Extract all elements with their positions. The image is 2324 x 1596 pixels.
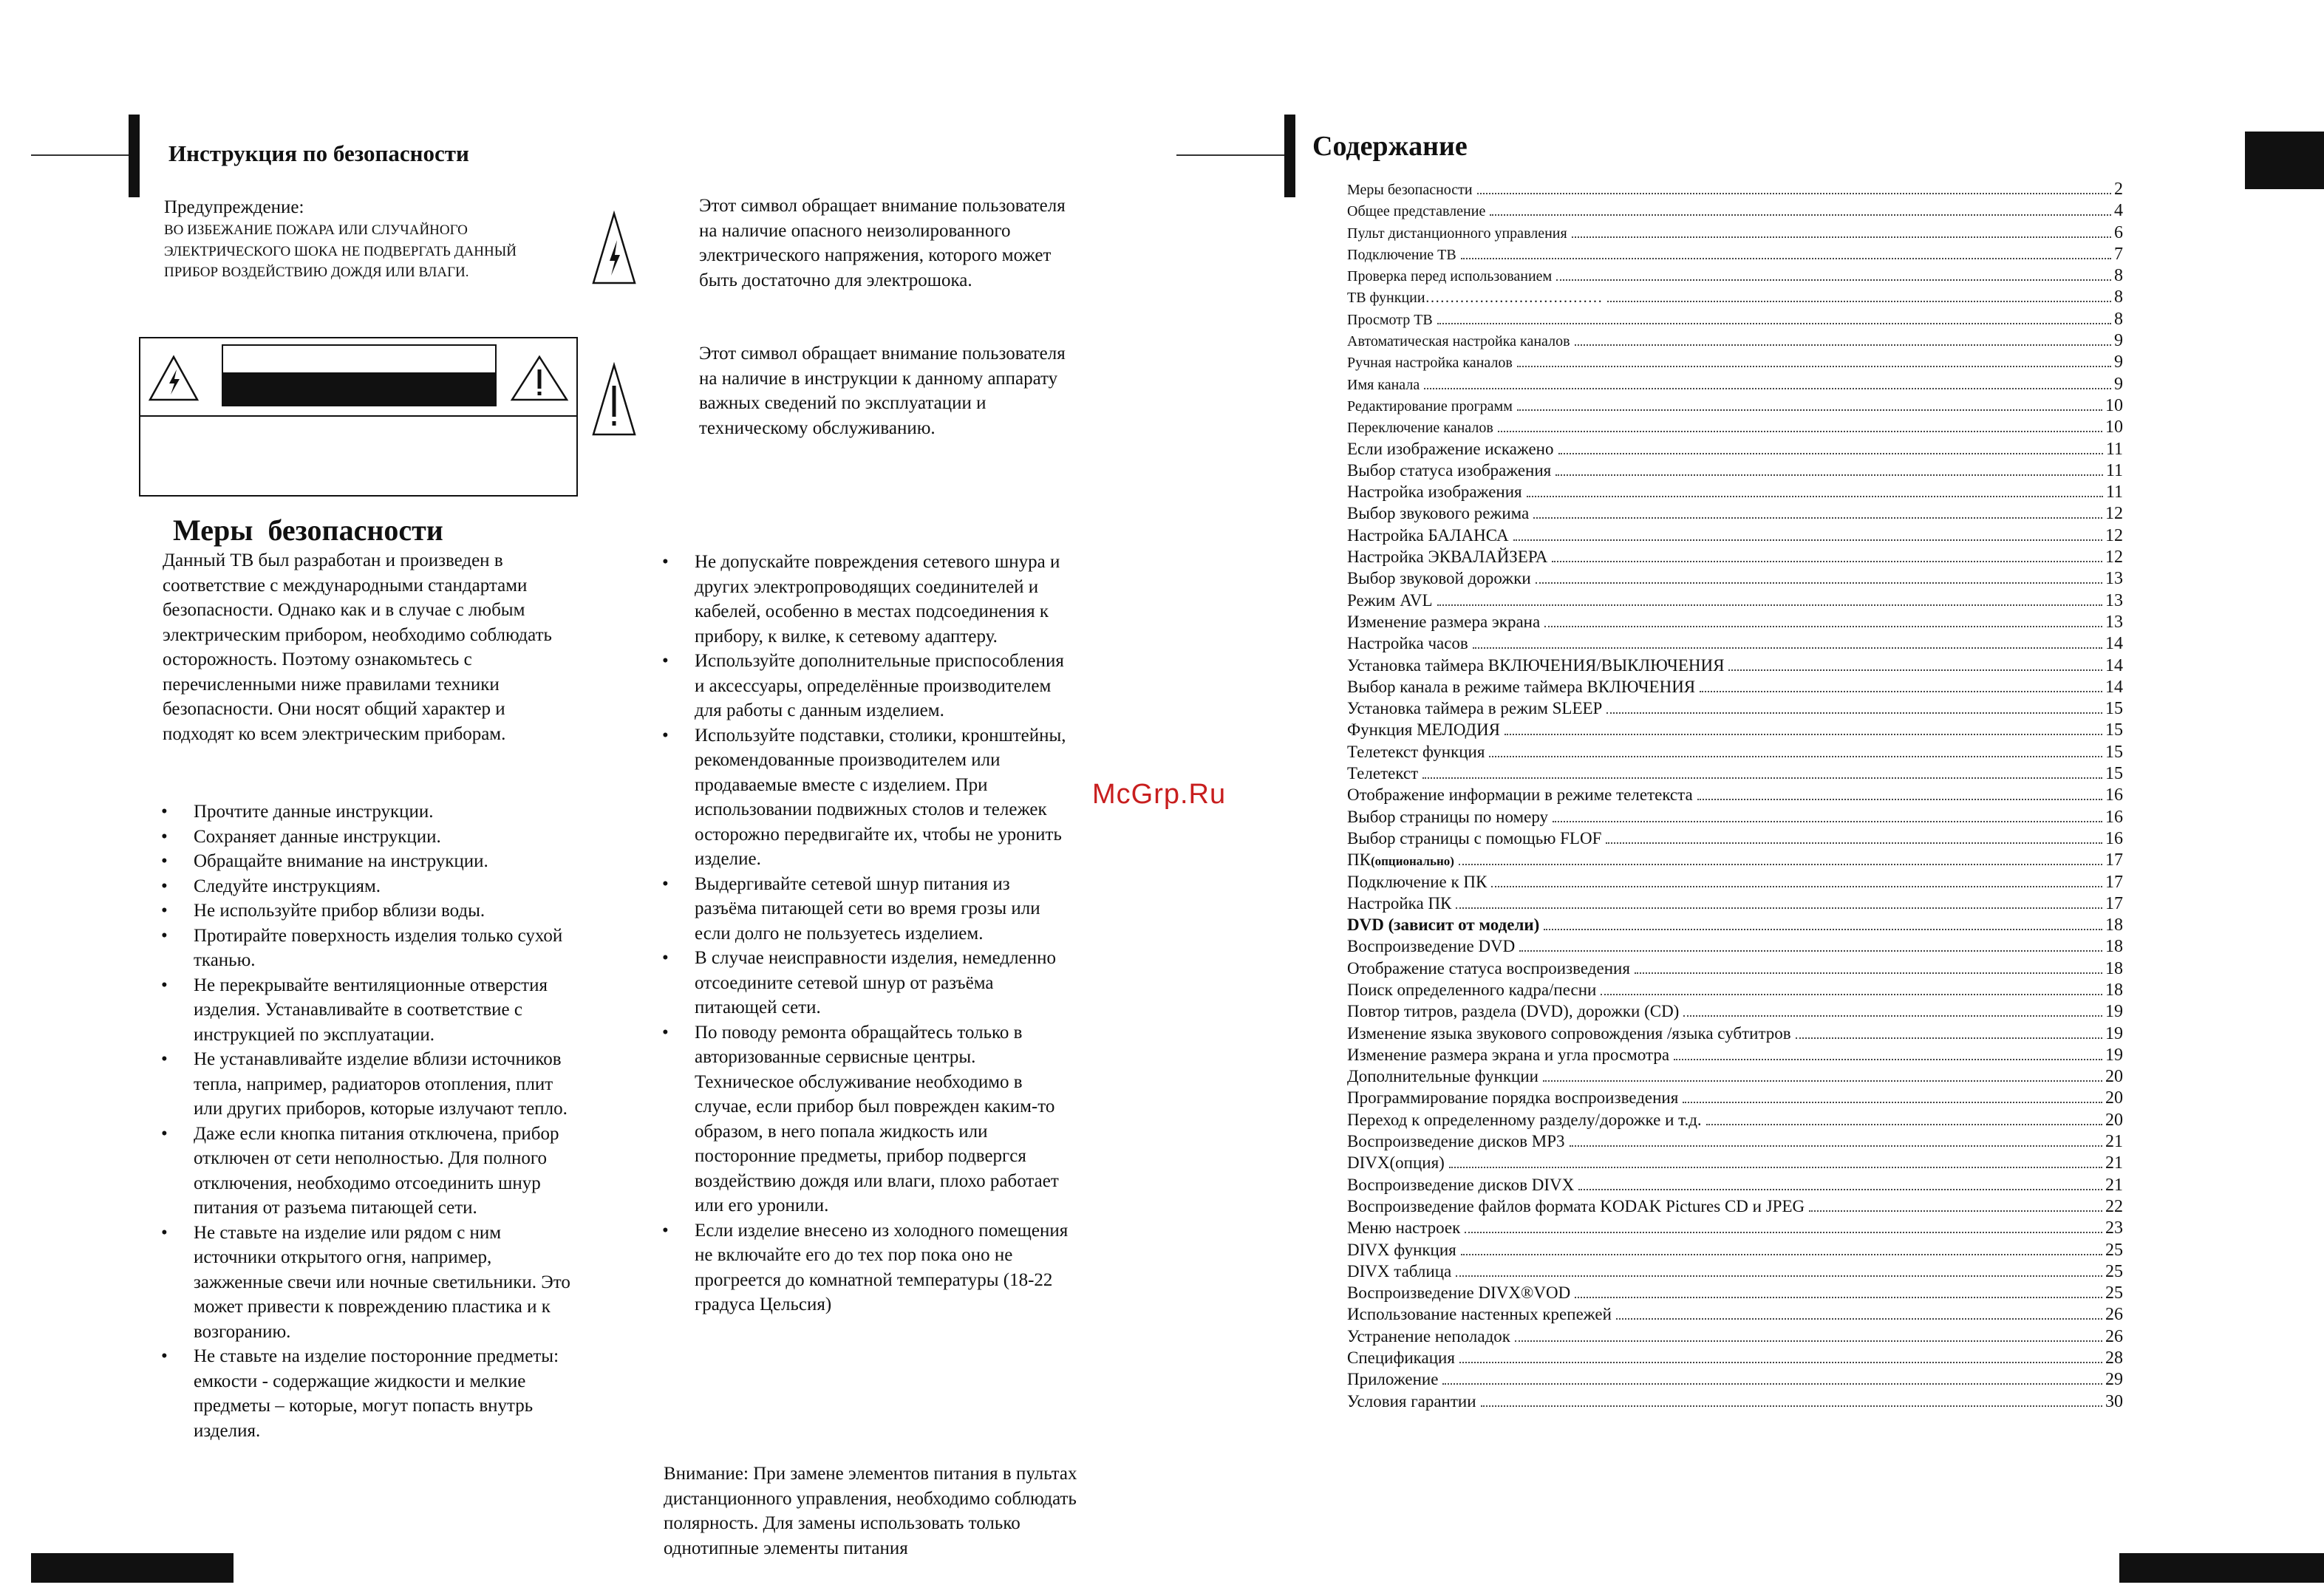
right-header-rule xyxy=(1176,154,1286,156)
toc-row xyxy=(1347,937,2123,958)
toc-title: Воспроизведение DIVX®VOD xyxy=(1347,1283,1571,1303)
toc-leader xyxy=(1481,1405,2102,1407)
toc-page-number: 17 xyxy=(2105,893,2123,913)
toc-page-number: 26 xyxy=(2105,1305,2123,1325)
toc-title: Установка таймера ВКЛЮЧЕНИЯ/ВЫКЛЮЧЕНИЯ xyxy=(1347,655,1725,675)
toc-page-number: 21 xyxy=(2105,1153,2123,1173)
toc-leader xyxy=(1437,604,2102,606)
toc-row xyxy=(1347,678,2123,699)
toc-page-number: 9 xyxy=(2114,374,2123,394)
toc-leader xyxy=(1697,799,2102,800)
toc-page-number: 9 xyxy=(2114,352,2123,372)
toc-row xyxy=(1347,1176,2123,1197)
toc-page-number: 25 xyxy=(2105,1240,2123,1260)
toc-leader xyxy=(1575,344,2111,346)
toc-page-number: 18 xyxy=(2105,937,2123,957)
toc-title: Устранение неполадок xyxy=(1347,1326,1510,1346)
info-symbol-description: Этот символ обращает внимание пользователя на наличие в инструкции к данному аппарату важных сведений по эксплуатации и техническому обслуживанию. xyxy=(699,344,1066,438)
toc-leader xyxy=(1578,1189,2102,1190)
left-footer-bar xyxy=(31,1553,234,1583)
toc-row xyxy=(1347,873,2123,894)
toc-row xyxy=(1347,440,2123,461)
toc-page-number: 25 xyxy=(2105,1261,2123,1281)
toc-title: Ручная настройка каналов xyxy=(1347,355,1513,372)
toc-title: Меню настроек xyxy=(1347,1218,1461,1238)
toc-leader xyxy=(1536,582,2102,584)
toc-leader xyxy=(1461,1254,2102,1255)
toc-title: Изменение размера экрана и угла просмотра xyxy=(1347,1045,1670,1064)
toc-row xyxy=(1347,591,2123,613)
lightning-warning-icon xyxy=(148,355,200,402)
watermark: McGrp.Ru xyxy=(1092,779,1227,810)
list-item: • Не ставьте на изделие посторонние предметы: емкости - содержащие жидкости и мелкие предметы – которые, могут попасть внутрь изделия. xyxy=(161,1344,579,1443)
toc-title: ТВ функции……………………………… xyxy=(1347,290,1603,307)
toc-leader xyxy=(1515,1340,2102,1342)
toc-title: Установка таймера в режим SLEEP xyxy=(1347,699,1603,718)
toc-leader xyxy=(1556,279,2111,281)
list-item: • Не используйте прибор вблизи воды. xyxy=(161,898,579,924)
toc-row xyxy=(1347,1153,2123,1175)
toc-row xyxy=(1347,482,2123,504)
voltage-symbol-description: Этот символ обращает внимание пользователя на наличие опасного неизолированного электрического напряжения, которого может быть достаточно для электрошока. xyxy=(699,196,1066,290)
toc-page-number: 15 xyxy=(2105,742,2123,762)
list-item: • Не устанавливайте изделие вблизи источников тепла, например, радиаторов отопления, плит или других приборов, которые излучают тепло. xyxy=(161,1047,579,1122)
toc-page-number: 30 xyxy=(2105,1391,2123,1411)
toc-page-number: 12 xyxy=(2105,504,2123,524)
toc-title: Настройка изображения xyxy=(1347,482,1522,502)
toc-title: Автоматическая настройка каналов xyxy=(1347,333,1570,350)
toc-leader xyxy=(1555,474,2103,476)
toc-leader xyxy=(1473,647,2102,649)
toc-title: Выбор звуковой дорожки xyxy=(1347,569,1531,588)
toc-leader xyxy=(1683,1102,2102,1103)
toc-page-number: 10 xyxy=(2105,395,2123,415)
toc-page-number: 20 xyxy=(2105,1067,2123,1087)
toc-page-number: 18 xyxy=(2105,915,2123,935)
toc-leader xyxy=(1635,972,2102,974)
toc-leader xyxy=(1517,366,2111,367)
toc-page-number: 11 xyxy=(2105,439,2123,459)
toc-title: Если изображение искажено xyxy=(1347,439,1554,458)
toc-title: Выбор канала в режиме таймера ВКЛЮЧЕНИЯ xyxy=(1347,677,1696,696)
toc-leader xyxy=(1437,323,2111,324)
toc-page-number: 21 xyxy=(2105,1175,2123,1195)
toc-leader xyxy=(1796,1037,2102,1039)
toc-title: Режим AVL xyxy=(1347,590,1433,610)
toc-title: Телетекст функция xyxy=(1347,742,1485,761)
toc-row xyxy=(1347,743,2123,764)
toc-title: DVD (зависит от модели) xyxy=(1347,915,1540,935)
toc-page-number: 12 xyxy=(2105,548,2123,567)
toc-leader xyxy=(1459,1362,2102,1363)
list-item: • Не перекрывайте вентиляционные отверстия изделия. Устанавливайте в соответствие с инструкцией по эксплуатации. xyxy=(161,973,579,1048)
toc-row xyxy=(1347,1218,2123,1240)
toc-row xyxy=(1347,1111,2123,1132)
toc-row xyxy=(1347,1370,2123,1391)
toc-row xyxy=(1347,1197,2123,1218)
toc-row xyxy=(1347,1327,2123,1348)
toc-title: Условия гарантии xyxy=(1347,1391,1476,1411)
toc-title: Выбор статуса изображения xyxy=(1347,460,1552,480)
toc-page-number: 6 xyxy=(2114,222,2123,242)
list-item: • По поводу ремонта обращайтесь только в авторизованные сервисные центры. Техническое обслуживание необходимо в случае, если прибор был поврежден каким-то образом, в него попала жидкость или посторонние предметы, прибор подвергся воздействию дождя или влаги, плохо работает или его уронили. xyxy=(662,1020,1076,1218)
toc-row xyxy=(1347,1262,2123,1283)
toc-leader xyxy=(1459,864,2102,865)
toc-title: Воспроизведение DVD xyxy=(1347,937,1516,956)
toc-page-number: 8 xyxy=(2114,287,2123,307)
toc-title: Пульт дистанционного управления xyxy=(1347,225,1567,242)
toc-row xyxy=(1347,180,2123,201)
toc-leader xyxy=(1461,258,2111,259)
toc-row xyxy=(1347,245,2123,266)
toc-leader xyxy=(1519,950,2102,952)
right-header-bar xyxy=(1284,115,1295,197)
list-item: • Не допускайте повреждения сетевого шнура и других электропроводящих соединителей и кабелей, особенно в местах подсоединения к прибору, к вилке, к сетевому адаптеру. xyxy=(662,550,1076,649)
toc-page-number: 13 xyxy=(2105,569,2123,589)
list-item: • Выдергивайте сетевой шнур питания из разъёма питающей сети во время грозы или если долго не пользуетесь изделием. xyxy=(662,872,1076,947)
toc-title: Спецификация xyxy=(1347,1348,1455,1368)
toc-title: Переключение каналов xyxy=(1347,420,1493,437)
toc-row xyxy=(1347,287,2123,309)
toc-page-number: 7 xyxy=(2114,244,2123,264)
toc-title: Поиск определенного кадра/песни xyxy=(1347,980,1597,999)
toc-leader xyxy=(1570,1145,2102,1147)
toc-row xyxy=(1347,720,2123,742)
toc-row xyxy=(1347,959,2123,981)
toc-row xyxy=(1347,1067,2123,1088)
toc-page-number: 15 xyxy=(2105,720,2123,740)
toc-title: Меры безопасности xyxy=(1347,182,1473,198)
toc-row xyxy=(1347,569,2123,590)
contents-title: Содержание xyxy=(1312,131,1468,162)
toc-page-number: 14 xyxy=(2105,634,2123,654)
toc-page-number: 13 xyxy=(2105,590,2123,610)
toc-page-number: 11 xyxy=(2105,482,2123,502)
toc-row xyxy=(1347,461,2123,482)
toc-page-number: 19 xyxy=(2105,1045,2123,1065)
toc-page-number: 8 xyxy=(2114,266,2123,286)
toc-row xyxy=(1347,764,2123,785)
toc-row xyxy=(1347,1305,2123,1326)
toc-leader xyxy=(1456,907,2102,909)
toc-leader xyxy=(1572,236,2111,238)
safety-instructions-title: Инструкция по безопасности xyxy=(168,140,469,166)
toc-row xyxy=(1347,1241,2123,1262)
toc-page-number: 16 xyxy=(2105,785,2123,805)
toc-row xyxy=(1347,375,2123,396)
toc-leader xyxy=(1456,1275,2102,1277)
toc-title: Повтор титров, раздела (DVD), дорожки (CD) xyxy=(1347,1002,1680,1021)
toc-title: Просмотр ТВ xyxy=(1347,311,1433,328)
toc-leader xyxy=(1606,842,2102,844)
toc-row xyxy=(1347,699,2123,720)
toc-row xyxy=(1347,634,2123,655)
toc-leader xyxy=(1424,388,2111,389)
toc-title: Воспроизведение дисков DIVX xyxy=(1347,1175,1575,1194)
toc-title: DIVX таблица xyxy=(1347,1261,1452,1280)
toc-leader xyxy=(1533,517,2102,519)
toc-page-number: 16 xyxy=(2105,828,2123,848)
toc-title: Отображение статуса воспроизведения xyxy=(1347,958,1630,978)
list-item: • Используйте дополнительные приспособления и аксессуары, определённые производителем для работы с данным изделием. xyxy=(662,649,1076,723)
toc-row xyxy=(1347,1283,2123,1305)
toc-leader xyxy=(1544,929,2102,930)
toc-row xyxy=(1347,1088,2123,1110)
caution-box-divider xyxy=(140,415,576,417)
toc-page-number: 20 xyxy=(2105,1088,2123,1108)
toc-title: Дополнительные функции xyxy=(1347,1067,1538,1086)
toc-page-number: 12 xyxy=(2105,525,2123,545)
left-header-rule xyxy=(31,154,129,156)
toc-title: Подключение к ПК xyxy=(1347,872,1488,891)
toc-page-number: 14 xyxy=(2105,677,2123,697)
toc-title: Настройка ПК xyxy=(1347,893,1452,913)
toc-leader xyxy=(1553,821,2102,822)
toc-title: Воспроизведение дисков MP3 xyxy=(1347,1132,1565,1151)
toc-leader xyxy=(1490,214,2111,216)
toc-title: Использование настенных крепежей xyxy=(1347,1305,1612,1324)
battery-note: Внимание: При замене элементов питания в пультах дистанционного управления, необходимо соблюдать полярность. Для замены использовать только однотипные элементы питания xyxy=(664,1464,1077,1558)
toc-row xyxy=(1347,266,2123,287)
toc-row xyxy=(1347,850,2123,872)
list-item: • Используйте подставки, столики, кронштейны, рекомендованные производителем или продаваемые вместе с изделием. При использовании подвижных столов и тележек осторожно передвигайте их, чтобы не уронить изделие. xyxy=(662,723,1076,872)
toc-page-number: 10 xyxy=(2105,417,2123,437)
toc-page-number: 25 xyxy=(2105,1283,2123,1303)
toc-leader xyxy=(1422,777,2102,779)
toc-page-number: 23 xyxy=(2105,1218,2123,1238)
toc-page-number: 16 xyxy=(2105,807,2123,827)
toc-page-number: 9 xyxy=(2114,331,2123,351)
caution-box xyxy=(139,337,578,497)
toc-title: Переход к определенному разделу/дорожке и т.д. xyxy=(1347,1110,1702,1129)
toc-row xyxy=(1347,526,2123,548)
left-header-bar xyxy=(129,115,140,197)
toc-title: Воспроизведение файлов формата KODAK Pictures CD и JPEG xyxy=(1347,1196,1805,1215)
table-of-contents xyxy=(1347,180,2123,1413)
toc-row xyxy=(1347,1046,2123,1067)
safety-intro-text: Данный ТВ был разработан и произведен в соответствие с международными стандартами безопасности. Однако как и в случае с любым электрическим прибором, необходимо соблюдать осторожность. Поэтому ознакомьтесь с перечисленными ниже правилами техники безопасности. Они носят общий характер и подходят ко всем электрическим приборам. xyxy=(163,550,552,744)
toc-leader xyxy=(1616,1318,2102,1320)
toc-row xyxy=(1347,331,2123,352)
toc-page-number: 20 xyxy=(2105,1110,2123,1130)
toc-page-number: 26 xyxy=(2105,1326,2123,1346)
toc-leader xyxy=(1552,561,2102,562)
list-item: • Даже если кнопка питания отключена, прибор отключен от сети неполностью. Для полного отключения, необходимо отсоединить шнур питания от разъема питающей сети. xyxy=(161,1122,579,1221)
toc-leader xyxy=(1607,301,2111,302)
toc-title: Отображение информации в режиме телетекста xyxy=(1347,785,1693,805)
list-item: • Обращайте внимание на инструкции. xyxy=(161,849,579,874)
toc-title: Изменение языка звукового сопровождения /языка субтитров xyxy=(1347,1023,1791,1043)
toc-row xyxy=(1347,808,2123,829)
exclamation-symbol-icon xyxy=(591,362,637,437)
toc-leader xyxy=(1674,1059,2102,1060)
toc-row xyxy=(1347,613,2123,634)
safety-bullets-column-2 xyxy=(662,550,1076,1317)
toc-leader xyxy=(1498,431,2102,432)
toc-title: Выбор звукового режима xyxy=(1347,504,1530,523)
toc-row xyxy=(1347,1024,2123,1046)
toc-leader xyxy=(1442,1383,2102,1385)
toc-row xyxy=(1347,417,2123,439)
toc-row xyxy=(1347,223,2123,245)
toc-title: Имя канала xyxy=(1347,376,1420,393)
toc-leader xyxy=(1606,712,2102,714)
toc-page-number: 14 xyxy=(2105,655,2123,675)
toc-row xyxy=(1347,1348,2123,1370)
toc-page-number: 13 xyxy=(2105,612,2123,632)
toc-row xyxy=(1347,1002,2123,1023)
toc-page-number: 15 xyxy=(2105,764,2123,784)
toc-title: Настройка часов xyxy=(1347,634,1468,653)
toc-leader xyxy=(1706,1124,2102,1125)
toc-page-number: 18 xyxy=(2105,980,2123,1000)
lightning-symbol-icon xyxy=(591,211,637,286)
toc-title: Изменение размера экрана xyxy=(1347,612,1541,631)
toc-leader xyxy=(1527,496,2103,497)
toc-leader xyxy=(1465,1232,2102,1233)
warning-label: Предупреждение: xyxy=(164,197,304,217)
right-footer-bar xyxy=(2119,1553,2324,1583)
list-item: • Если изделие внесено из холодного помещения не включайте его до тех пор пока оно не прогреется до комнатной температуры (18-22 градуса Цельсия) xyxy=(662,1218,1076,1317)
list-item: • Сохраняет данные инструкции. xyxy=(161,825,579,850)
toc-leader xyxy=(1683,1015,2102,1017)
toc-page-number: 4 xyxy=(2114,201,2123,221)
toc-leader xyxy=(1575,1297,2102,1298)
toc-title: Телетекст xyxy=(1347,764,1419,783)
warning-text: ВО ИЗБЕЖАНИЕ ПОЖАРА ИЛИ СЛУЧАЙНОГО ЭЛЕКТРИЧЕСКОГО ШОКА НЕ ПОДВЕРГАТЬ ДАННЫЙ ПРИБОР ВОЗДЕЙСТВИЮ ДОЖДЯ ИЛИ ВЛАГИ. xyxy=(164,222,517,280)
toc-leader xyxy=(1513,539,2102,541)
toc-page-number: 21 xyxy=(2105,1132,2123,1152)
toc-row xyxy=(1347,915,2123,937)
toc-page-number: 22 xyxy=(2105,1196,2123,1216)
toc-leader xyxy=(1517,409,2102,411)
toc-row xyxy=(1347,352,2123,374)
toc-leader xyxy=(1558,453,2103,454)
right-corner-tab xyxy=(2245,132,2324,189)
toc-leader xyxy=(1477,193,2111,194)
list-item: • Следуйте инструкциям. xyxy=(161,874,579,899)
toc-row xyxy=(1347,981,2123,1002)
caution-bar-top xyxy=(222,344,497,374)
list-item: • Прочтите данные инструкции. xyxy=(161,799,579,825)
toc-title: Программирование порядка воспроизведения xyxy=(1347,1088,1679,1108)
toc-page-number: 15 xyxy=(2105,699,2123,719)
toc-leader xyxy=(1505,734,2102,735)
toc-leader xyxy=(1491,886,2102,887)
toc-row xyxy=(1347,1132,2123,1153)
safety-bullets-column-1 xyxy=(161,799,579,1443)
toc-row xyxy=(1347,785,2123,807)
toc-row xyxy=(1347,396,2123,417)
toc-page-number: 2 xyxy=(2114,180,2123,199)
toc-leader xyxy=(1544,626,2102,627)
toc-leader xyxy=(1728,669,2102,671)
toc-leader xyxy=(1700,691,2102,692)
toc-page-number: 19 xyxy=(2105,1002,2123,1022)
toc-title: DIVX(опция) xyxy=(1347,1153,1445,1173)
toc-row xyxy=(1347,201,2123,222)
toc-title: DIVX функция xyxy=(1347,1240,1456,1259)
toc-page-number: 19 xyxy=(2105,1023,2123,1043)
toc-note: (опционально) xyxy=(1370,854,1454,869)
toc-row xyxy=(1347,894,2123,915)
toc-title: Выбор страницы с помощью FLOF xyxy=(1347,828,1602,848)
toc-page-number: 11 xyxy=(2105,460,2123,480)
toc-title: Приложение xyxy=(1347,1370,1439,1389)
toc-page-number: 28 xyxy=(2105,1348,2123,1368)
toc-page-number: 8 xyxy=(2114,309,2123,329)
toc-row xyxy=(1347,548,2123,569)
toc-page-number: 17 xyxy=(2105,872,2123,892)
toc-title: Подключение ТВ xyxy=(1347,246,1456,263)
toc-leader xyxy=(1601,994,2102,995)
toc-row xyxy=(1347,1392,2123,1413)
toc-page-number: 18 xyxy=(2105,958,2123,978)
toc-title: Выбор страницы по номеру xyxy=(1347,807,1549,826)
exclamation-warning-icon xyxy=(510,355,569,402)
toc-page-number: 29 xyxy=(2105,1370,2123,1390)
toc-row xyxy=(1347,504,2123,525)
list-item: • Протирайте поверхность изделия только сухой тканью. xyxy=(161,924,579,973)
toc-leader xyxy=(1809,1210,2102,1212)
toc-title: Общее представление xyxy=(1347,203,1486,220)
safety-measures-title: Меры безопасности xyxy=(173,514,443,547)
toc-row xyxy=(1347,310,2123,331)
toc-page-number: 17 xyxy=(2105,850,2123,870)
toc-leader xyxy=(1489,756,2102,757)
toc-row xyxy=(1347,829,2123,850)
caution-bar-bottom xyxy=(222,374,497,406)
toc-title: ПК xyxy=(1347,850,1371,870)
toc-title: Настройка БАЛАНСА xyxy=(1347,525,1509,545)
toc-row xyxy=(1347,656,2123,678)
list-item: • В случае неисправности изделия, немедленно отсоедините сетевой шнур от разъёма питающей сети. xyxy=(662,946,1076,1020)
toc-leader xyxy=(1449,1167,2102,1168)
toc-leader xyxy=(1543,1080,2102,1082)
toc-title: Настройка ЭКВАЛАЙЗЕРА xyxy=(1347,548,1548,567)
toc-title: Функция МЕЛОДИЯ xyxy=(1347,720,1500,740)
list-item: • Не ставьте на изделие или рядом с ним источники открытого огня, например, зажженные свечи или ночные светильники. Это может привести к повреждению пластика и к возгоранию. xyxy=(161,1221,579,1345)
toc-title: Проверка перед использованием xyxy=(1347,268,1553,285)
toc-title: Редактирование программ xyxy=(1347,398,1513,415)
